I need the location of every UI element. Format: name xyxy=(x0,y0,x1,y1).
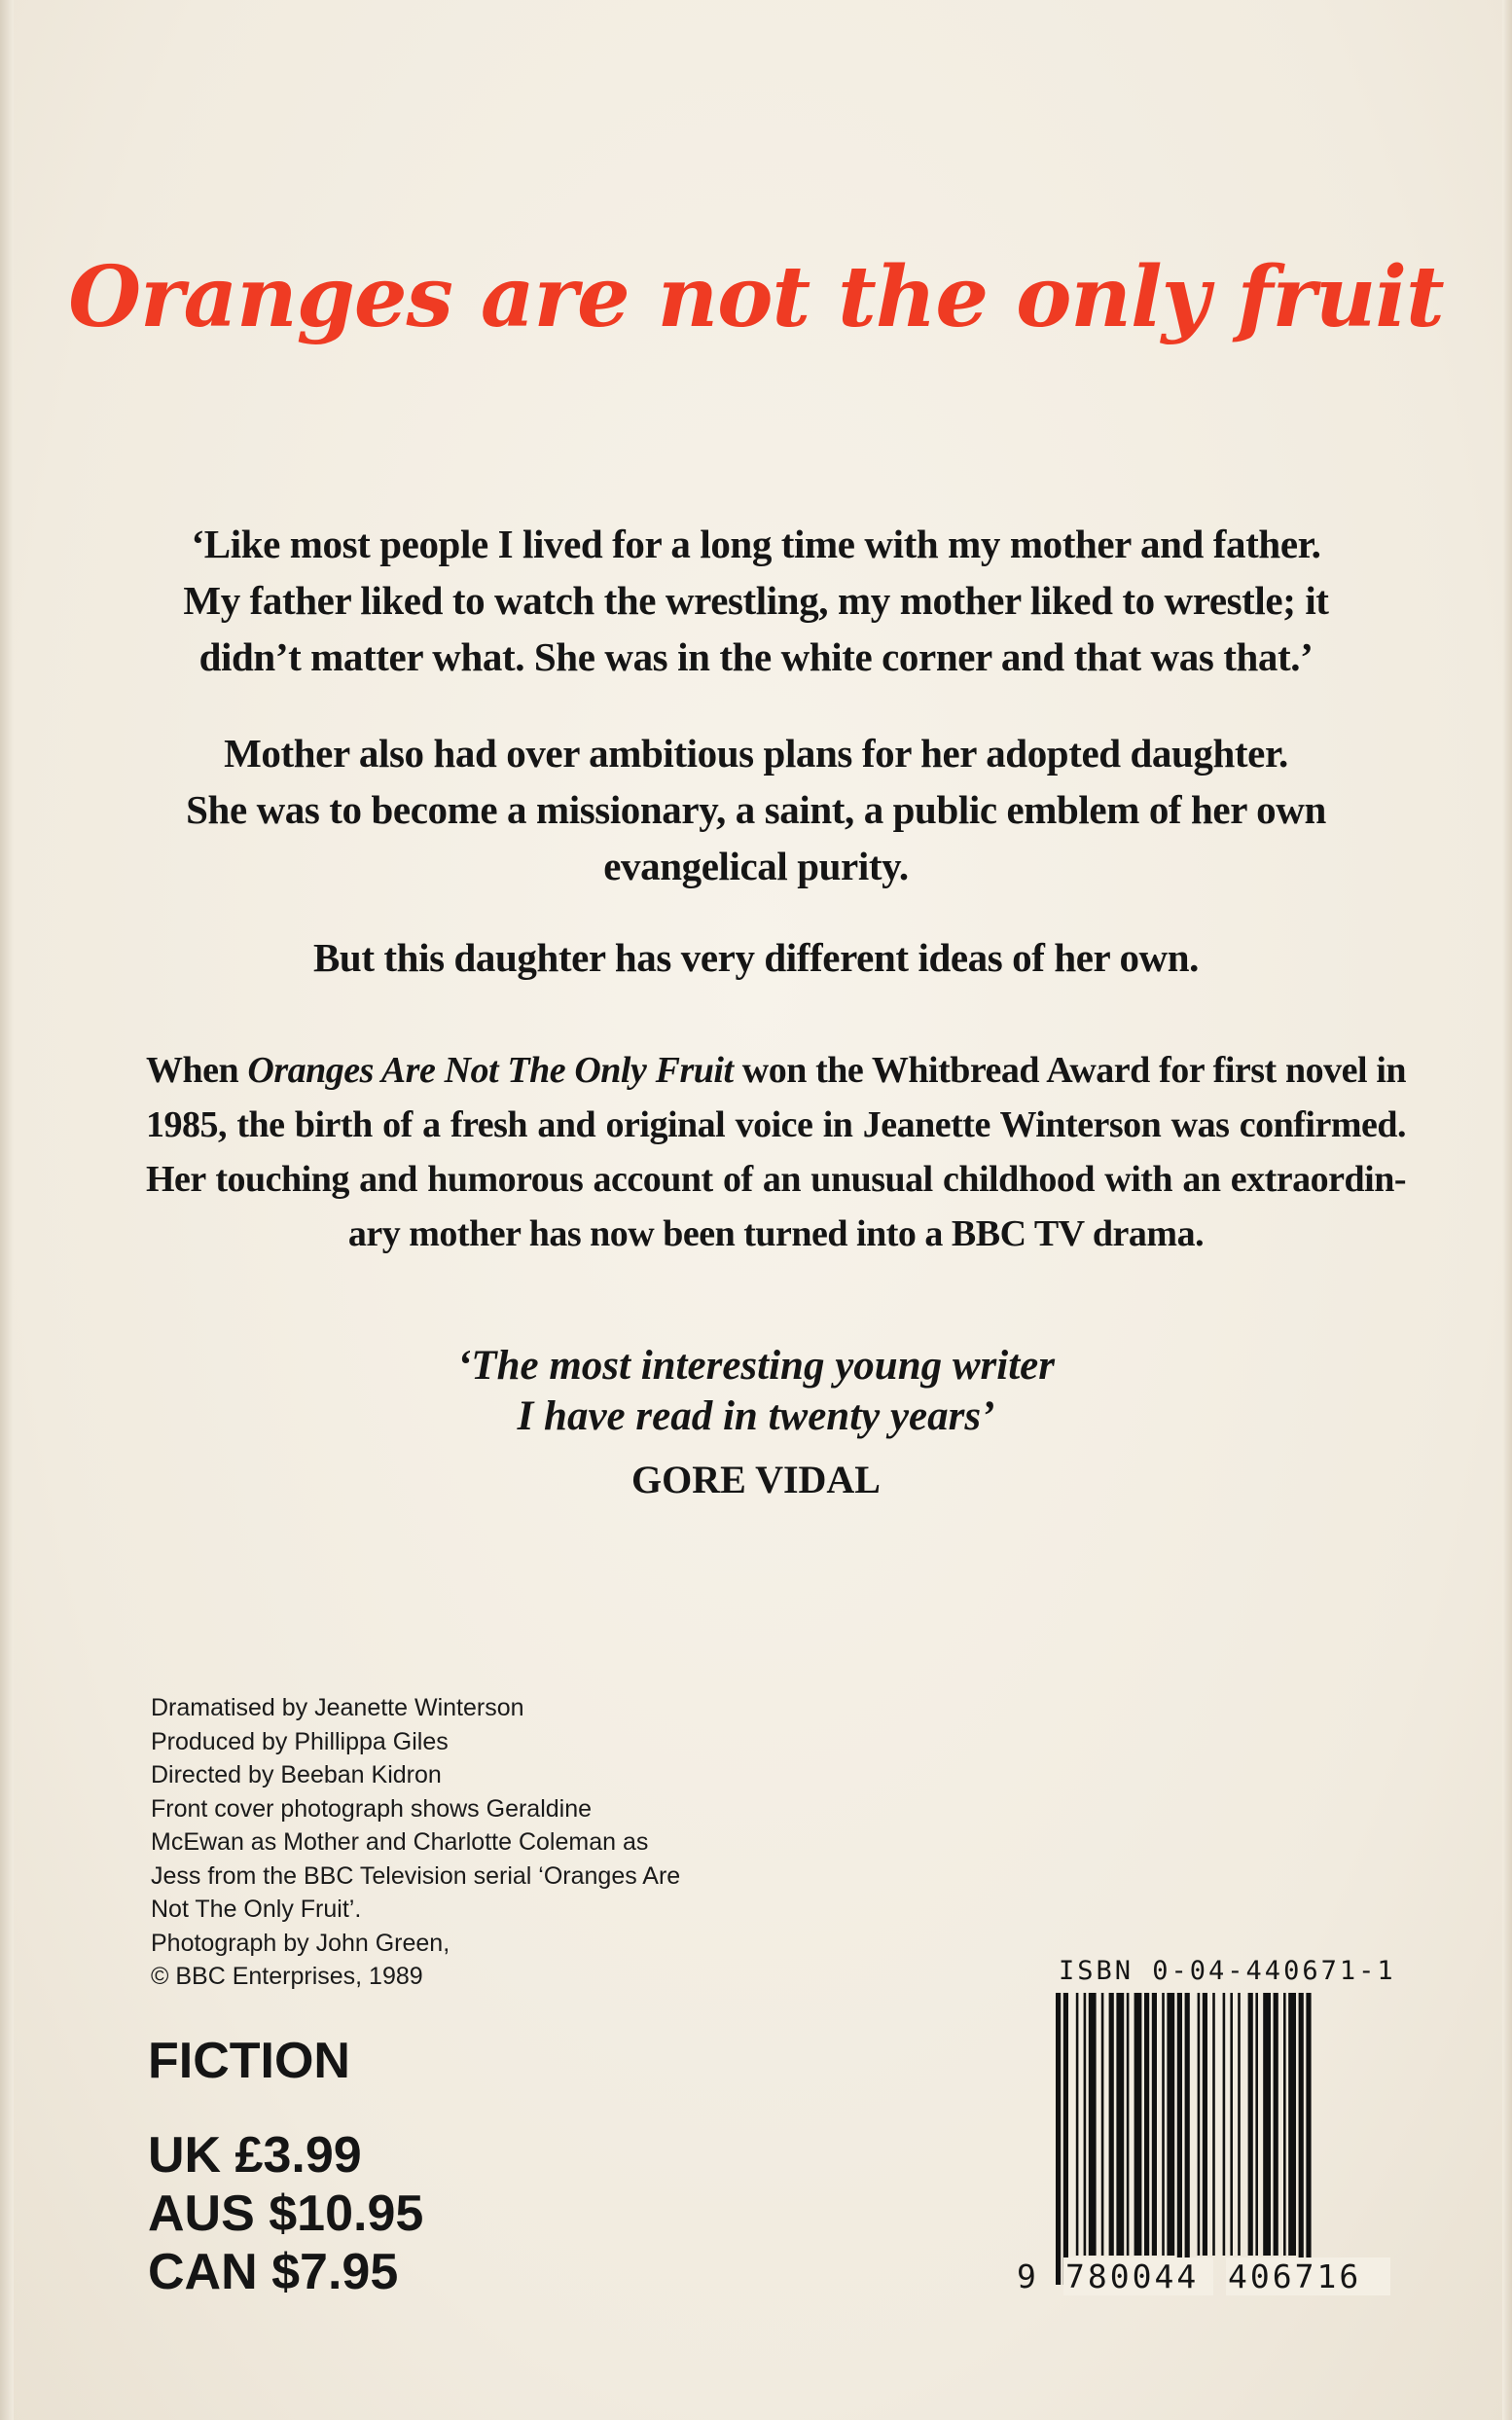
barcode-bar xyxy=(1288,1993,1296,2256)
barcode-bar xyxy=(1162,1993,1165,2256)
quote-line: ‘Like most people I lived for a long time with my mother and father. xyxy=(191,522,1321,566)
price-list xyxy=(148,2126,423,2301)
quote-line: My father liked to watch the wrestling, my mother liked to wrestle; it xyxy=(183,578,1329,623)
barcode-bar xyxy=(1056,1993,1061,2285)
barcode-bar xyxy=(1152,1993,1157,2256)
synopsis-line: She was to become a missionary, a saint, a public emblem of her own xyxy=(186,787,1326,832)
price-aus: AUS $10.95 xyxy=(148,2185,424,2242)
barcode-bar xyxy=(1263,1993,1271,2256)
quote-line: didn’t matter what. She was in the white corner and that was that.’ xyxy=(198,634,1314,679)
barcode-digit-group-right: 406716 xyxy=(1226,2257,1390,2295)
production-credits xyxy=(151,1691,783,1994)
award-line: Her touching and humorous account of an unusual childhood with an extraordin- xyxy=(146,1159,1406,1200)
barcode-bar xyxy=(1185,1993,1190,2285)
barcode-bar xyxy=(1084,1993,1087,2256)
review-quote xyxy=(0,1341,1512,1442)
barcode-bar xyxy=(1089,1993,1097,2256)
synopsis-line: evangelical purity. xyxy=(603,844,909,888)
barcode-bar xyxy=(1248,1993,1253,2256)
barcode-digit-first: 9 xyxy=(1017,2257,1036,2295)
barcode-bar xyxy=(1134,1993,1142,2256)
review-line: ‘The most interesting young writer xyxy=(456,1343,1055,1389)
barcode-digit-group-left: 780044 xyxy=(1063,2257,1213,2295)
award-line: ary mother has now been turned into a BBC TV drama. xyxy=(347,1213,1205,1254)
synopsis-paragraph xyxy=(146,725,1366,894)
barcode-bar xyxy=(1212,1993,1215,2256)
credit-line: Jess from the BBC Television serial ‘Oranges Are xyxy=(151,1861,681,1890)
barcode-bar xyxy=(1238,1993,1241,2256)
barcode-bar xyxy=(1306,1993,1311,2285)
isbn-number: ISBN 0-04-440671-1 xyxy=(1059,1956,1396,1986)
barcode-bar xyxy=(1274,1993,1278,2256)
book-title-italic: Oranges Are Not The Only Fruit xyxy=(247,1050,734,1091)
opening-quote xyxy=(146,516,1366,685)
credit-line: Front cover photograph shows Geraldine xyxy=(151,1794,593,1823)
barcode-bar xyxy=(1223,1993,1226,2256)
cover-right-edge xyxy=(1502,0,1512,2420)
book-title: Oranges are not the only fruit xyxy=(68,248,1444,346)
credit-line: Photograph by John Green, xyxy=(151,1929,450,1957)
barcode-bar xyxy=(1101,1993,1104,2256)
price-can: CAN $7.95 xyxy=(148,2244,399,2300)
barcode-bar xyxy=(1198,1993,1201,2256)
barcode-bar xyxy=(1063,1993,1068,2285)
credit-line: Directed by Beeban Kidron xyxy=(151,1761,442,1788)
barcode-bar xyxy=(1144,1993,1149,2256)
award-line-prefix: When xyxy=(146,1050,248,1091)
review-line: I have read in twenty years’ xyxy=(517,1393,995,1439)
price-uk: UK £3.99 xyxy=(148,2127,362,2184)
barcode-bar xyxy=(1230,1993,1233,2256)
barcode-bar xyxy=(1167,1993,1174,2256)
barcode-bar xyxy=(1116,1993,1124,2256)
barcode-bar xyxy=(1076,1993,1079,2256)
synopsis-line: Mother also had over ambitious plans for her adopted daughter. xyxy=(224,731,1288,776)
award-line-suffix: won the Whitbread Award for first novel in xyxy=(733,1050,1407,1091)
review-author: GORE VIDAL xyxy=(631,1458,881,1501)
synopsis-closing: But this daughter has very different ideas of her own. xyxy=(312,935,1200,980)
barcode-bar xyxy=(1109,1993,1114,2256)
category-label: FICTION xyxy=(148,2033,350,2089)
award-line: 1985, the birth of a fresh and original voice in Jeanette Winterson was confirmed. xyxy=(146,1104,1406,1145)
barcode-bar xyxy=(1283,1993,1286,2256)
credit-line: Produced by Phillippa Giles xyxy=(151,1727,449,1755)
credit-line: © BBC Enterprises, 1989 xyxy=(151,1963,423,1990)
award-paragraph xyxy=(146,1043,1406,1261)
barcode-bar xyxy=(1127,1993,1130,2256)
award-line xyxy=(146,1043,1406,1098)
barcode-bar xyxy=(1299,1993,1304,2285)
barcode-bar xyxy=(1255,1993,1258,2256)
credit-line: McEwan as Mother and Charlotte Coleman as xyxy=(151,1828,649,1856)
barcode-bars xyxy=(1056,1993,1391,2285)
barcode-bar xyxy=(1177,1993,1182,2285)
barcode-bar xyxy=(1203,1993,1207,2256)
credit-line: Not The Only Fruit’. xyxy=(151,1896,362,1923)
cover-left-edge xyxy=(0,0,14,2420)
credit-line: Dramatised by Jeanette Winterson xyxy=(151,1694,524,1721)
